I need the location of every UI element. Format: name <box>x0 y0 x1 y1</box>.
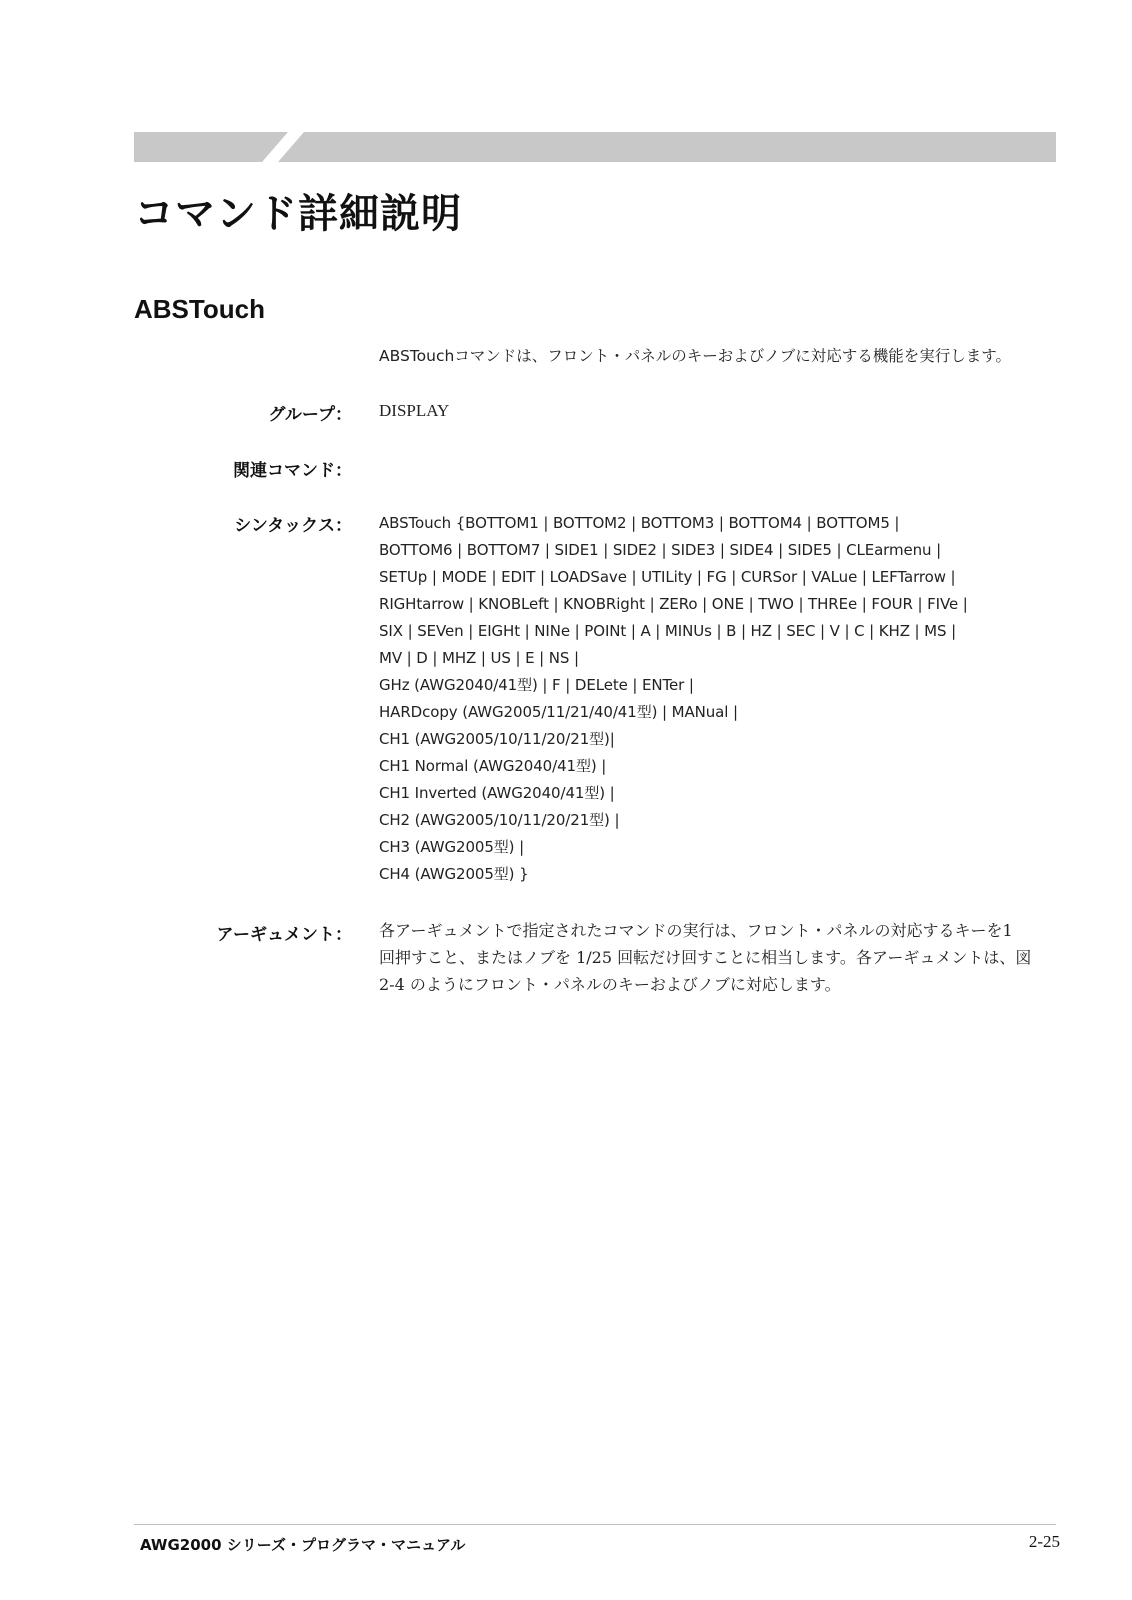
footer-divider <box>134 1524 1056 1525</box>
argument-line: 回押すこと、またはノブを 1/25 回転だけ回すことに相当します。各アーギュメントは、図 <box>379 948 1032 967</box>
syntax-line: BOTTOM6 | BOTTOM7 | SIDE1 | SIDE2 | SIDE3 | SIDE4 | SIDE5 | CLEarmenu | <box>379 541 942 559</box>
syntax-line: SETUp | MODE | EDIT | LOADSave | UTILity | FG | CURSor | VALue | LEFTarrow | <box>379 568 956 586</box>
syntax-line: MV | D | MHZ | US | E | NS | <box>379 649 579 667</box>
syntax-line: SIX | SEVen | EIGHt | NINe | POINt | A | MINUs | B | HZ | SEC | V | C | KHZ | MS | <box>379 622 957 640</box>
syntax-line: CH4 (AWG2005型) } <box>379 865 529 883</box>
argument-line: 2-4 のようにフロント・パネルのキーおよびノブに対応します。 <box>379 975 841 994</box>
related-commands-label: 関連コマンド： <box>233 461 352 481</box>
syntax-line: CH1 Inverted (AWG2040/41型) | <box>379 784 615 802</box>
group-label: グループ： <box>268 405 352 425</box>
argument-line: 各アーギュメントで指定されたコマンドの実行は、フロント・パネルの対応するキーを1 <box>379 921 1013 940</box>
command-name: ABSTouch <box>134 294 265 324</box>
header-bar-right-segment <box>278 132 1056 162</box>
syntax-block <box>379 510 1059 888</box>
argument-block <box>379 917 1059 998</box>
command-description: ABSTouchコマンドは、フロント・パネルのキーおよびノブに対応する機能を実行します。 <box>379 347 1012 365</box>
footer-page-number: 2-25 <box>1028 1532 1060 1551</box>
group-value: DISPLAY <box>379 401 450 420</box>
syntax-line: ABSTouch {BOTTOM1 | BOTTOM2 | BOTTOM3 | BOTTOM4 | BOTTOM5 | <box>379 514 900 532</box>
syntax-line: CH1 (AWG2005/10/11/20/21型)| <box>379 730 615 748</box>
syntax-line: CH2 (AWG2005/10/11/20/21型) | <box>379 811 620 829</box>
syntax-line: RIGHtarrow | KNOBLeft | KNOBRight | ZERo | ONE | TWO | THREe | FOUR | FIVe | <box>379 595 968 613</box>
header-bar-left-segment <box>134 132 288 162</box>
header-bar <box>134 132 1056 162</box>
syntax-line: CH1 Normal (AWG2040/41型) | <box>379 757 607 775</box>
page-title: コマンド詳細説明 <box>134 191 462 237</box>
syntax-line: HARDcopy (AWG2005/11/21/40/41型) | MANual | <box>379 703 738 721</box>
argument-label: アーギュメント： <box>216 925 352 945</box>
syntax-line: GHz (AWG2040/41型) | F | DELete | ENTer | <box>379 676 694 694</box>
footer-manual-title: AWG2000 シリーズ・プログラマ・マニュアル <box>140 1536 466 1554</box>
header-bar-graphic <box>134 132 1056 162</box>
syntax-label: シンタックス： <box>234 516 352 536</box>
syntax-line: CH3 (AWG2005型) | <box>379 838 525 856</box>
